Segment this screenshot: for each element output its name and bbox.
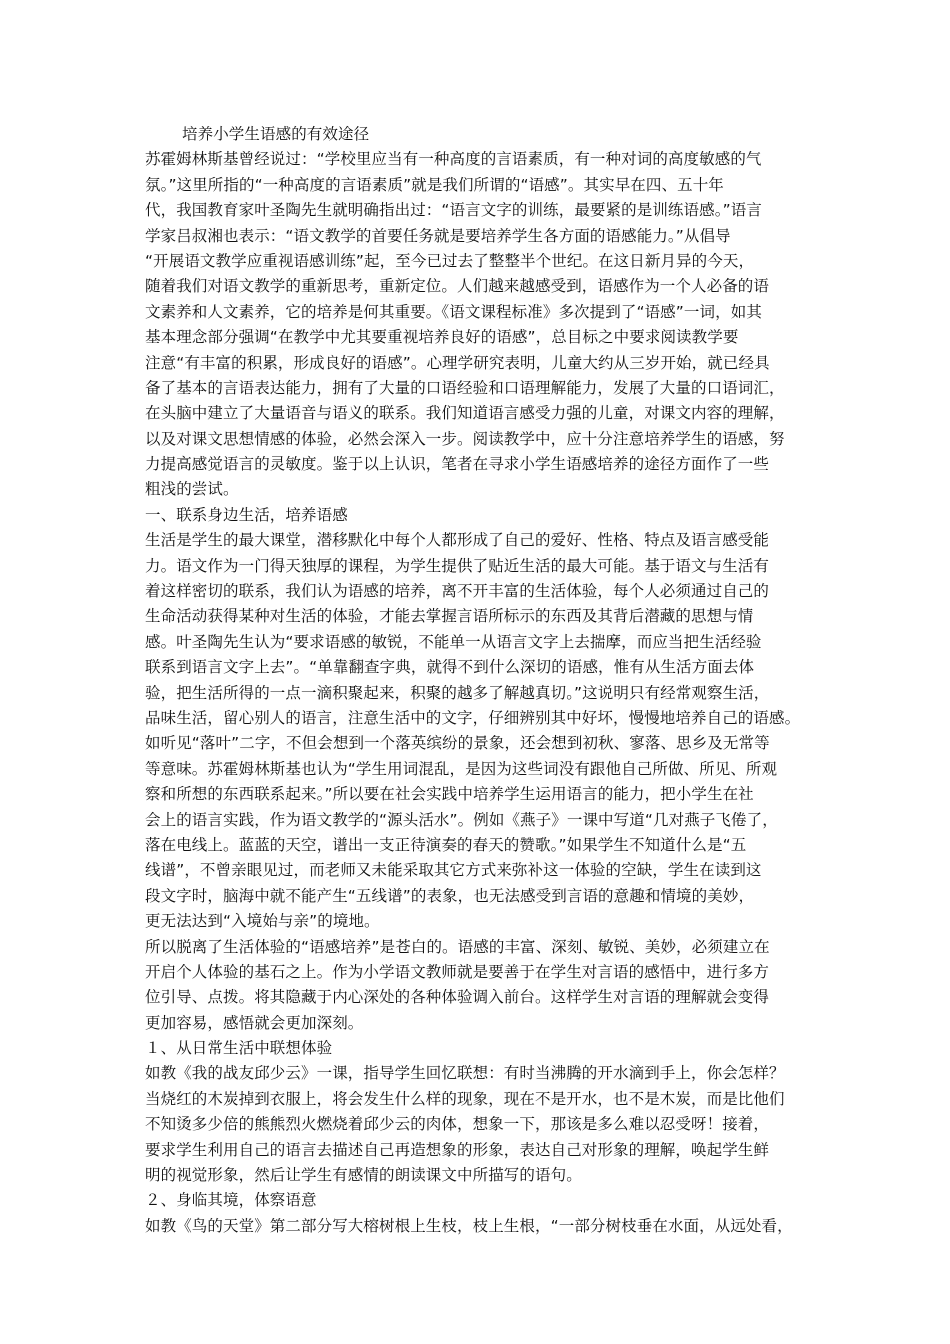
text-line: 备了基本的言语表达能力，拥有了大量的口语经验和口语理解能力，发展了大量的口语词汇，: [145, 378, 785, 397]
text-line: 位引导、点拨。将其隐藏于内心深处的各种体验调入前台。这样学生对言语的理解就会变得: [145, 988, 770, 1007]
text-line: 如教《我的战友邱少云》一课，指导学生回忆联想：有时当沸腾的开水滴到手上，你会怎样？: [145, 1064, 785, 1083]
text-line: 察和所想的东西联系起来。”所以要在社会实践中培养学生运用语言的能力，把小学生在社: [145, 785, 754, 804]
text-line: 力。语文作为一门得天独厚的课程，为学生提供了贴近生活的最大可能。基于语文与生活有: [145, 556, 770, 575]
text-line: “开展语文教学应重视语感训练”起，至今已过去了整整半个世纪。在这日新月异的今天，: [145, 251, 755, 270]
text-line: 生命活动获得某种对生活的体验，才能去掌握言语所标示的东西及其背后潜藏的思想与情: [145, 607, 754, 626]
text-line: 文素养和人文素养，它的培养是何其重要。《语文课程标准》多次提到了“语感”一词，如其: [145, 302, 762, 321]
text-line: 随着我们对语文教学的重新思考，重新定位。人们越来越感受到，语感作为一个人必备的语: [145, 277, 770, 296]
text-line: 联系到语言文字上去”。“单靠翻查字典，就得不到什么深切的语感，惟有从生活方面去体: [145, 658, 755, 677]
text-line: 如教《鸟的天堂》第二部分写大榕树根上生枝，枝上生根，“一部分树枝垂在水面，从远处看，: [145, 1216, 793, 1235]
text-line: 线谱”，不曾亲眼见过，而老师又未能采取其它方式来弥补这一体验的空缺，学生在读到这: [145, 861, 762, 880]
text-line: 开启个人体验的基石之上。作为小学语文教师就是要善于在学生对言语的感悟中，进行多方: [145, 962, 770, 981]
text-line: 代，我国教育家叶圣陶先生就明确指出过：“语言文字的训练，最要紧的是训练语感。”语言: [145, 201, 762, 220]
text-line: ２、身临其境，体察语意: [145, 1191, 317, 1210]
text-line: 段文字时，脑海中就不能产生“五线谱”的表象，也无法感受到言语的意趣和情境的美妙，: [145, 886, 755, 905]
text-line: 苏霍姆林斯基曾经说过：“学校里应当有一种高度的言语素质，有一种对词的高度敏感的气: [145, 150, 762, 169]
text-line: 如听见“落叶”二字，不但会想到一个落英缤纷的景象，还会想到初秋、寥落、思乡及无常等: [145, 734, 770, 753]
text-line: 所以脱离了生活体验的“语感培养”是苍白的。语感的丰富、深刻、敏锐、美妙，必须建立在: [145, 937, 770, 956]
text-line: 氛。”这里所指的“一种高度的言语素质”就是我们所谓的“语感”。其实早在四、五十年: [145, 175, 724, 194]
text-line: 品味生活，留心别人的语言，注意生活中的文字，仔细辨别其中好坏，慢慢地培养自己的语感。: [145, 708, 801, 727]
text-line: 学家吕叔湘也表示：“语文教学的首要任务就是要培养学生各方面的语感能力。”从倡导: [145, 226, 731, 245]
text-line: 明的视觉形象，然后让学生有感情的朗读课文中所描写的语句。: [145, 1166, 582, 1185]
document-title: 培养小学生语感的有效途径: [182, 125, 370, 143]
text-line: 更加容易，感悟就会更加深刻。: [145, 1013, 364, 1032]
text-line: 不知烫多少倍的熊熊烈火燃烧着邱少云的肉体，想象一下，那该是多么难以忍受呀！接着，: [145, 1115, 770, 1134]
text-line: 力提高感觉语言的灵敏度。鉴于以上认识，笔者在寻求小学生语感培养的途径方面作了一些: [145, 455, 770, 474]
text-line: 粗浅的尝试。: [145, 480, 239, 499]
text-line: １、从日常生活中联想体验: [145, 1039, 333, 1058]
text-line: 着这样密切的联系，我们认为语感的培养，离不开丰富的生活体验，每个人必须通过自己的: [145, 582, 770, 601]
text-line: 以及对课文思想情感的体验，必然会深入一步。阅读教学中，应十分注意培养学生的语感，努: [145, 429, 785, 448]
text-line: 会上的语言实践，作为语文教学的“源头活水”。例如《燕子》一课中写道“几对燕子飞倦了，: [145, 810, 778, 829]
text-line: 一、联系身边生活，培养语感: [145, 505, 348, 524]
text-line: 要求学生利用自己的语言去描述自己再造想象的形象，表达自己对形象的理解，唤起学生鲜: [145, 1140, 770, 1159]
text-line: 当烧红的木炭掉到衣服上，将会发生什么样的现象，现在不是开水，也不是木炭，而是比他们: [145, 1089, 785, 1108]
document-body: [145, 122, 821, 1239]
text-line: 等意味。苏霍姆林斯基也认为“学生用词混乱，是因为这些词没有跟他自己所做、所见、所观: [145, 759, 778, 778]
text-line: 生活是学生的最大课堂，潜移默化中每个人都形成了自己的爱好、性格、特点及语言感受能: [145, 531, 770, 550]
text-line: 注意“有丰富的积累，形成良好的语感”。心理学研究表明，儿童大约从三岁开始，就已经具: [145, 353, 770, 372]
text-line: 基本理念部分强调“在教学中尤其要重视培养良好的语感”，总目标之中要求阅读教学要: [145, 328, 739, 347]
text-line: 感。叶圣陶先生认为“要求语感的敏锐，不能单一从语言文字上去揣摩，而应当把生活经验: [145, 632, 762, 651]
text-line: 在头脑中建立了大量语音与语义的联系。我们知道语言感受力强的儿童，对课文内容的理解，: [145, 404, 785, 423]
text-line: 落在电线上。蓝蓝的天空，谱出一支正待演奏的春天的赞歌。”如果学生不知道什么是“五: [145, 835, 747, 854]
text-line: 更无法达到“入境始与亲”的境地。: [145, 912, 380, 931]
text-line: 验，把生活所得的一点一滴积聚起来，积聚的越多了解越真切。”这说明只有经常观察生活，: [145, 683, 770, 702]
